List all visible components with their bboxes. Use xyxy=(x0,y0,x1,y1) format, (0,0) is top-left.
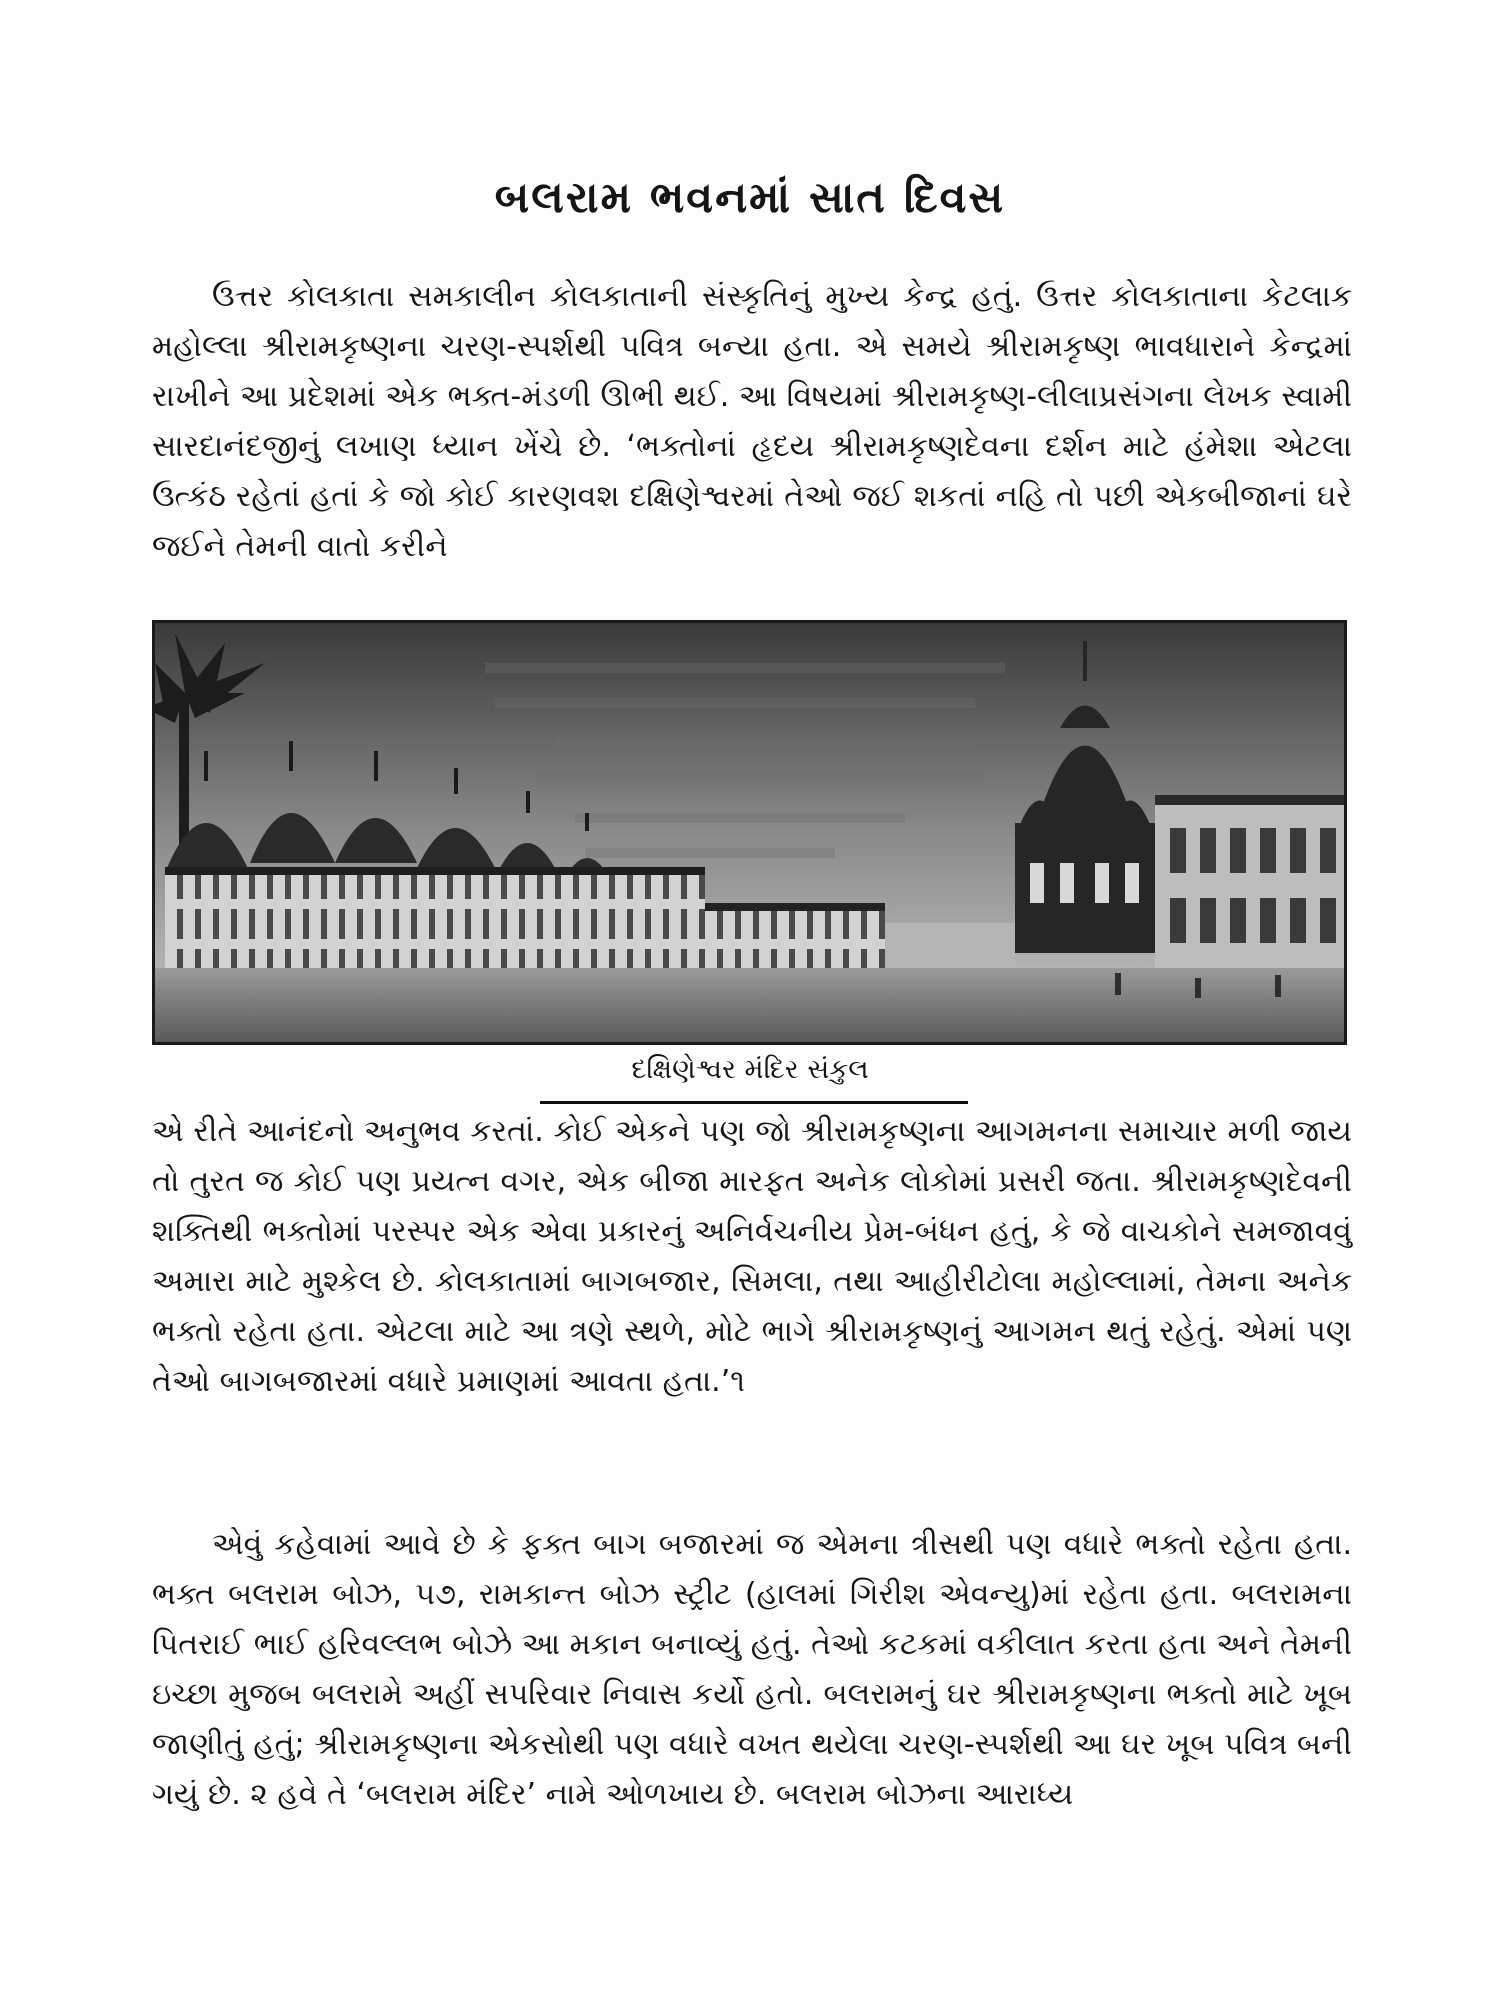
paragraph-3: એવું કહેવામાં આવે છે કે ફક્ત બાગ બજારમાં જ એમના ત્રીસથી પણ વધારે ભક્તો રહેતા હતા. ભક્ત બલરામ બોઝ, ૫૭, રામકાન્ત બોઝ સ્ટ્રીટ (હાલમાં ગિરીશ એવન્યુ)માં રહેતા હતા. બલરામના પિતરાઈ ભાઈ હરિવલ્લભ બોઝે આ મકાન બનાવ્યું હતું. તેઓ કટકમાં વકીલાત કરતા હતા અને તેમની ઇચ્છા મુજબ બલરામે અહીં સપરિવાર નિવાસ કર્યો હતો. બલરામનું ઘર શ્રીરામકૃષ્ણના ભક્તો માટે ખૂબ જાણીતું હતું; શ્રીરામકૃષ્ણના એકસોથી પણ વધારે વખત થયેલા ચરણ-સ્પર્શથી આ ઘર ખૂબ પવિત્ર બની ગયું છે. ૨ હવે તે ‘બલરામ મંદિર’ નામે ઓળખાય છે. બલરામ બોઝના આરાધ્ય xyxy=(152,1527,1352,1812)
paragraph-1: ઉત્તર કોલકાતા સમકાલીન કોલકાતાની સંસ્કૃતિનું મુખ્ય કેન્દ્ર હતું. ઉત્તર કોલકાતાના કેટલાક મહોલ્લા શ્રીરામકૃષ્ણના ચરણ-સ્પર્શથી પવિત્ર બન્યા હતા. એ સમયે શ્રીરામકૃષ્ણ ભાવધારાને કેન્દ્રમાં રાખીને આ પ્રદેશમાં એક ભક્ત-મંડળી ઊભી થઈ. આ વિષયમાં શ્રીરામકૃષ્ણ-લીલાપ્રસંગના લેખક સ્વામી સારદાનંદજીનું લખાણ ધ્યાન ખેંચે છે. ‘ભક્તોનાં હૃદય શ્રીરામકૃષ્ણદેવના દર્શન માટે હંમેશા એટલા ઉત્કંઠ રહેતાં હતાં કે જો કોઈ કારણવશ દક્ષિણેશ્વરમાં તેઓ જઈ શકતાં નહિ તો પછી એકબીજાનાં ઘરે જઈને તેમની વાતો કરીને xyxy=(152,279,1352,564)
paragraph-2: એ રીતે આનંદનો અનુભવ કરતાં. કોઈ એકને પણ જો શ્રીરામકૃષ્ણના આગમનના સમાચાર મળી જાય તો તુરત જ કોઈ પણ પ્રયત્ન વગર, એક બીજા મારફત અનેક લોકોમાં પ્રસરી જતા. શ્રીરામકૃષ્ણદેવની શક્તિથી ભક્તોમાં પરસ્પર એક એવા પ્રકારનું અનિર્વચનીય પ્રેમ-બંધન હતું, કે જે વાચકોને સમજાવવું અમારા માટે મુશ્કેલ છે. કોલકાતામાં બાગબજાર, સિમલા, તથા આહીરીટોલા મહોલ્લામાં, તેમના અનેક ભક્તો રહેતા હતા. એટલા માટે આ ત્રણે સ્થળે, મોટે ભાગે શ્રીરામકૃષ્ણનું આગમન થતું રહેતું. એમાં પણ તેઓ બાગબજારમાં વધારે પ્રમાણમાં આવતા હતા.’૧ xyxy=(152,1114,1352,1399)
figure-caption: દક્ષિણેશ્વર મંદિર સંકુલ xyxy=(631,1054,869,1085)
page-title: બલરામ ભવનમાં સાત દિવસ xyxy=(494,173,1006,223)
temple-photo xyxy=(152,620,1347,1045)
caption-divider xyxy=(540,1101,968,1104)
temple-illustration xyxy=(155,623,1344,1042)
